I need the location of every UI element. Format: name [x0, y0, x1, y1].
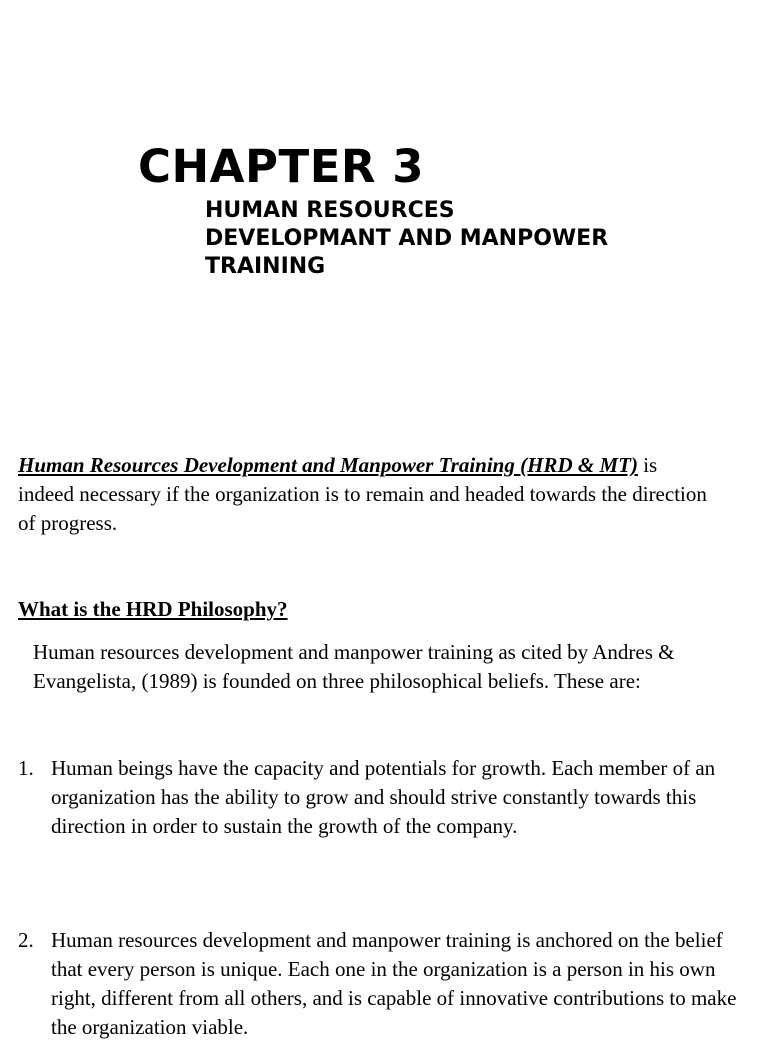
belief-list-item [18, 926, 748, 1042]
chapter-subtitle-line: HUMAN RESOURCES [205, 198, 455, 223]
intro-lead-term: Human Resources Development and Manpower Training (HRD & MT) [18, 453, 638, 477]
intro-rest-text: is indeed necessary if the organization is to remain and headed towards the direction of progress. [18, 453, 707, 535]
belief-number: 2. [18, 928, 34, 952]
belief-number: 1. [18, 756, 34, 780]
chapter-subtitle-line: DEVELOPMANT AND MANPOWER [205, 226, 609, 251]
section-heading: What is the HRD Philosophy? [18, 597, 288, 621]
belief-text: Human beings have the capacity and potentials for growth. Each member of an organization has the ability to grow and should strive constantly towards this direction in order to sustain the growth of the company. [51, 756, 716, 838]
chapter-subtitle [205, 197, 608, 281]
chapter-subtitle-line: TRAINING [205, 254, 326, 279]
chapter-title: CHAPTER 3 [138, 140, 425, 193]
belief-text: Human resources development and manpower training is anchored on the belief that every person is unique. Each one in the organization is a person in his own right, different from all others, and is capable of innovative contributions to make the organization viable. [51, 928, 737, 1039]
intro-paragraph [18, 451, 708, 538]
philosophy-paragraph: Human resources development and manpower training as cited by Andres & Evangelista, (1989) is founded on three philosophical beliefs. These are: [33, 640, 675, 693]
belief-list-item [18, 754, 748, 841]
